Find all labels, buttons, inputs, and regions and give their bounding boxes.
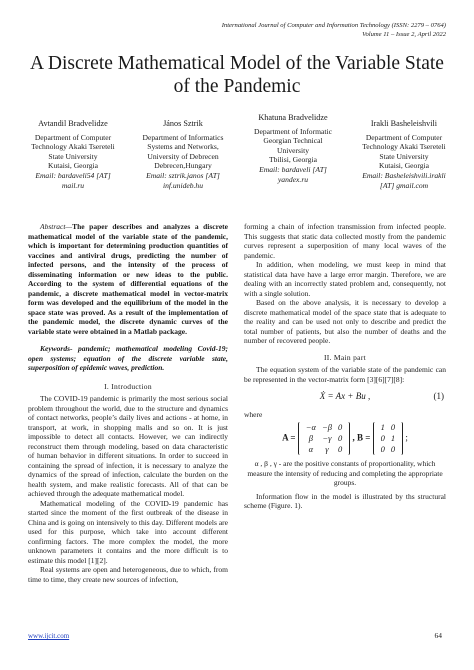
author-affiliation: State University [379, 151, 429, 161]
author-email: Email: bardaveli54 [AT] [35, 170, 111, 180]
section-heading-main-part: II. Main part [323, 352, 366, 362]
author-block-3 [236, 113, 350, 184]
journal-header [66, 22, 446, 39]
author-email: Email: sztrik.janos [AT] [146, 170, 220, 180]
author-affiliation: Department of Computer [34, 132, 112, 142]
section-heading-introduction: I. Introduction [104, 381, 152, 391]
where-label: where [244, 409, 263, 419]
matrix-b-cell: 0 [390, 422, 396, 432]
author-name: Khatuna Bradvelidze [258, 113, 328, 122]
matrix-a-cell: 0 [337, 433, 343, 443]
author-affiliation: Technology Akaki Tsereteli [362, 142, 446, 152]
matrix-b-cell: 1 [390, 433, 396, 443]
equation-1-body: Ẋ = Ax + Bu , [319, 391, 371, 401]
author-affiliation: Tbilisi, Georgia [269, 155, 317, 165]
author-name: Avtandil Bradvelidze [38, 119, 108, 128]
author-name: Irakli Basheleishvili [370, 119, 438, 128]
matrix-a-cell: 0 [337, 444, 343, 454]
abstract [28, 222, 228, 336]
author-email: inf.unideb.hu [162, 180, 204, 190]
matrix-b-cell: 0 [380, 433, 385, 443]
matrix-a-cell: 0 [337, 422, 343, 432]
keywords: Keywords- pandemic; mathematical modeling Covid-19; open systems; equation of the discrete variable state, superposition of epidemic waves, prediction. [28, 344, 228, 372]
title-line-1: A Discrete Mathematical Model of the Variable State [30, 53, 444, 74]
matrix-b-cell: 1 [380, 422, 385, 432]
author-email: [AT] gmail.com [379, 180, 429, 190]
journal-name: International Journal of Computer and Information Technology (ISSN: 2279 – 0764) [221, 22, 446, 29]
author-affiliation: Department of Computer [365, 132, 443, 142]
author-email: mail.ru [61, 180, 85, 190]
abstract-text: The paper describes and analyzes a discrete mathematical model of the variable state of the pandemic, which is important for determining production quantities of vaccines and antiviral drugs, predicting the number of infected persons, and the intensity of the process of disseminating information or new ideas to the public. According to the system of differential equations of the pandemic, a discrete mathematical model in vector-matrix form was developed and the equilibrium of the model in the space state was proved. As a result of the implementation of the pandemic model, the discrete dynamic curves of the variable state were obtained in a Matlab package. [28, 222, 228, 336]
equation-1 [244, 392, 446, 402]
left-column [28, 222, 228, 584]
right-paragraph-4: The equation system of the variable state of the pandemic can be represented in the vector-matrix form [3][6][7][8]: [244, 365, 446, 384]
intro-paragraph-2: Mathematical modeling of the COVID-19 pandemic has started since the moment of the first outbreak of the disease in China and is going on intensively to this day. Different models are used for this purpose, which take into account different confirming factors. The more complex the model, the more unknown parameters it contains and the more difficult is to estimate this model [1][2]. [28, 498, 228, 565]
right-paragraph-3: Based on the above analysis, it is necessary to develop a discrete mathematical model of the space state that is adequate to the reality and can be used not only to describe and predict the total number of patients, but also the number of deaths and the number of recovered people. [244, 298, 446, 345]
author-affiliation: University [276, 145, 310, 155]
author-email: yandex.ru [277, 174, 309, 184]
matrix-a-cell: γ [325, 444, 329, 454]
author-affiliation: Department of Informatic [253, 126, 332, 136]
author-affiliation: Kutaisi, Georgia [47, 161, 99, 171]
parameters-description: α , β , γ - are the positive constants of proportionality, which measure the intensity of reducing and completing the appropriate groups. [247, 459, 443, 487]
matrix-a-cell: −α [305, 422, 316, 432]
right-paragraph-2: In addition, when modeling, we must keep in mind that statistical data have have a large error margin. Therefore, we are dealing with an incorrectly stated problem and, consequently, not with a single solution. [244, 260, 446, 298]
matrix-a-cell: −γ [322, 433, 332, 443]
author-email: Email: bardaveli [AT] [259, 164, 327, 174]
right-paragraph-1: forming a chain of infection transmission from infected people. This suggests that static data collected mostly from the pandemic curves represent a superposition of many local waves of the pandemic. [244, 222, 446, 260]
intro-paragraph-3: Real systems are open and heterogeneous, due to which, from time to time, they create new sources of infection, [28, 565, 228, 584]
author-affiliation: State University [48, 151, 98, 161]
matrix-definitions [244, 422, 446, 455]
abstract-label: Abstract— [40, 222, 73, 231]
matrix-b-cell: 0 [380, 444, 385, 454]
author-affiliation: Georgian Technical [263, 136, 323, 146]
matrix-a-cell: −β [321, 422, 332, 432]
title-line-2: of the Pandemic [173, 76, 301, 97]
author-block-4 [344, 119, 464, 190]
matrix-a-cell: α [308, 444, 314, 454]
author-affiliation: University of Debrecen [147, 151, 219, 161]
matrix-a [298, 422, 350, 455]
author-name: János Sztrik [163, 119, 203, 128]
author-block-2 [126, 119, 240, 190]
right-column [244, 222, 446, 511]
journal-website-link[interactable]: www.ijcit.com [28, 632, 70, 640]
page-number: 64 [434, 631, 442, 640]
right-paragraph-5: Information flow in the model is illustrated by ths structural scheme (Figure. 1). [244, 491, 446, 510]
intro-paragraph-1: The COVID-19 pandemic is primarily the most serious social problem throughout the world, due to the structure and dynamics of contact networks, people’s daily lives and actions - at home, in transport, at work, in shopping malls and so on. It is just impossible to detect all contacts. However, we can indirectly reconstruct them through modeling, based on data characteristic of human behavior in different situations. In order to succeed in containing the spread of infection, it is necessary to analyze the dynamics of the spread of infection, calculate the burden on the health system, and make realistic forecasts. All of that can be achieved through the adequate mathematical model. [28, 394, 228, 498]
author-affiliation: Department of Informatics [142, 132, 224, 142]
matrix-b-label: , B = [352, 432, 371, 443]
matrix-b [373, 422, 404, 455]
journal-volume: Volume 11 – Issue 2, April 2022 [362, 30, 446, 38]
paper-title [20, 52, 454, 98]
matrix-a-cell: β [308, 433, 313, 443]
matrix-semicolon: ; [405, 432, 408, 443]
equation-1-number: (1) [433, 391, 444, 401]
author-affiliation: Debrecen,Hungary [154, 161, 212, 171]
matrix-b-cell: 0 [390, 444, 396, 454]
author-email: Email: Basheleishvili.irakli [362, 170, 446, 180]
matrix-a-label: A = [282, 432, 296, 443]
author-block-1 [16, 119, 130, 190]
author-affiliation: Kutaisi, Georgia [378, 161, 430, 171]
author-affiliation: Systems and Networks, [147, 142, 219, 152]
author-affiliation: Technology Akaki Tsereteli [31, 142, 115, 152]
